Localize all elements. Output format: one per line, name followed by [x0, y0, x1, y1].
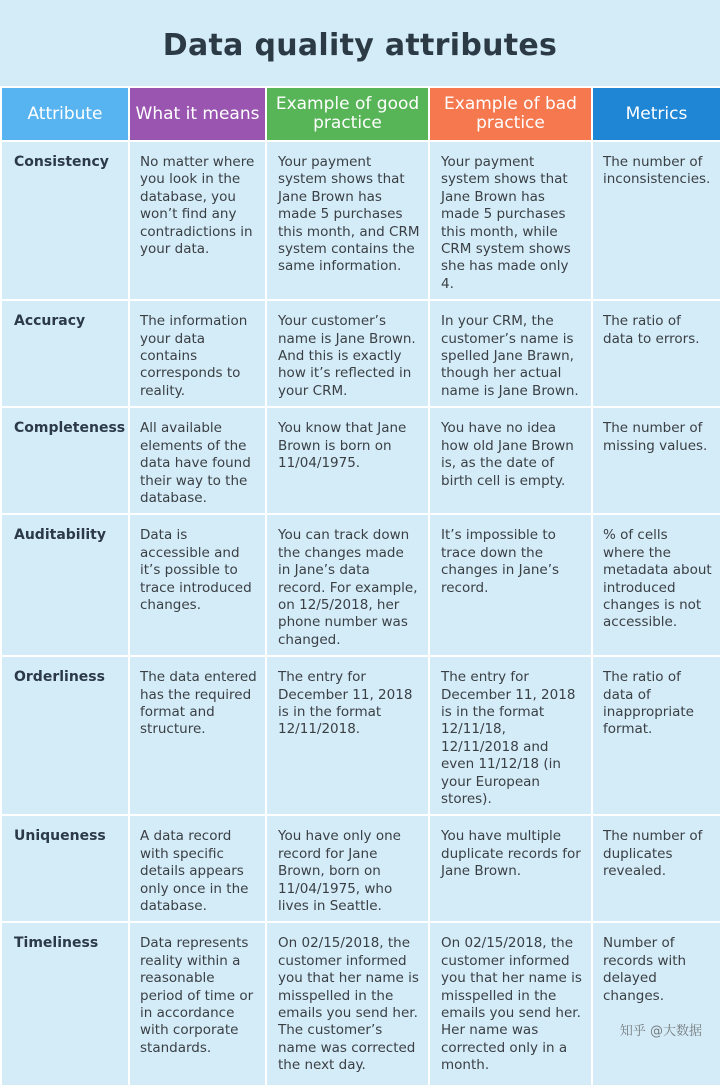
- header-bad-practice: Example of bad practice: [429, 87, 592, 141]
- good-practice-cell: Your customer’s name is Jane Brown. And this is exactly how it’s reflected in your CRM.: [266, 300, 429, 407]
- bad-practice-cell: The entry for December 11, 2018 is in the format 12/11/18, 12/11/2018 and even 11/12/18 (in your European stores).: [429, 656, 592, 815]
- metrics-cell: The number of duplicates revealed.: [592, 815, 721, 922]
- attribute-cell: Auditability: [1, 514, 129, 656]
- bad-practice-cell: You have no idea how old Jane Brown is, as the date of birth cell is empty.: [429, 407, 592, 514]
- good-practice-cell: You have only one record for Jane Brown, born on 11/04/1975, who lives in Seattle.: [266, 815, 429, 922]
- meaning-cell: All available elements of the data have found their way to the database.: [129, 407, 266, 514]
- header-good-practice: Example of good practice: [266, 87, 429, 141]
- table-row: [1, 141, 721, 300]
- bad-practice-cell: On 02/15/2018, the customer informed you that her name is misspelled in the emails you send her. Her name was corrected only in a month.: [429, 922, 592, 1086]
- metrics-cell: The ratio of data of inappropriate format.: [592, 656, 721, 815]
- good-practice-cell: You know that Jane Brown is born on 11/04/1975.: [266, 407, 429, 514]
- meaning-cell: No matter where you look in the database, you won’t find any contradictions in your data.: [129, 141, 266, 300]
- table-row: [1, 922, 721, 1086]
- attribute-cell: Consistency: [1, 141, 129, 300]
- page-title: Data quality attributes: [162, 28, 558, 63]
- attribute-cell: Accuracy: [1, 300, 129, 407]
- meaning-cell: The data entered has the required format and structure.: [129, 656, 266, 815]
- attribute-cell: Timeliness: [1, 922, 129, 1086]
- table-header-row: [1, 87, 721, 141]
- metrics-cell: The number of missing values.: [592, 407, 721, 514]
- meaning-cell: Data represents reality within a reasonable period of time or in accordance with corporate standards.: [129, 922, 266, 1086]
- attribute-cell: Uniqueness: [1, 815, 129, 922]
- metrics-cell: Number of records with delayed changes.: [592, 922, 721, 1086]
- bad-practice-cell: It’s impossible to trace down the changes in Jane’s record.: [429, 514, 592, 656]
- bad-practice-cell: Your payment system shows that Jane Brown has made 5 purchases this month, while CRM system shows she has made only 4.: [429, 141, 592, 300]
- metrics-cell: The number of inconsistencies.: [592, 141, 721, 300]
- good-practice-cell: You can track down the changes made in Jane’s data record. For example, on 12/5/2018, her phone number was changed.: [266, 514, 429, 656]
- good-practice-cell: On 02/15/2018, the customer informed you that her name is misspelled in the emails you send her. The customer’s name was corrected the next day.: [266, 922, 429, 1086]
- good-practice-cell: Your payment system shows that Jane Brown has made 5 purchases this month, and CRM system contains the same information.: [266, 141, 429, 300]
- bad-practice-cell: In your CRM, the customer’s name is spelled Jane Brawn, though her actual name is Jane Brown.: [429, 300, 592, 407]
- attribute-cell: Completeness: [1, 407, 129, 514]
- table-row: [1, 815, 721, 922]
- meaning-cell: Data is accessible and it’s possible to trace introduced changes.: [129, 514, 266, 656]
- meaning-cell: A data record with specific details appears only once in the database.: [129, 815, 266, 922]
- good-practice-cell: The entry for December 11, 2018 is in the format 12/11/2018.: [266, 656, 429, 815]
- watermark: 知乎 @大数据: [619, 1024, 702, 1039]
- header-attribute: Attribute: [1, 87, 129, 141]
- bad-practice-cell: You have multiple duplicate records for Jane Brown.: [429, 815, 592, 922]
- table-row: [1, 407, 721, 514]
- metrics-cell: % of cells where the metadata about introduced changes is not accessible.: [592, 514, 721, 656]
- header-metrics: Metrics: [592, 87, 721, 141]
- header-what-it-means: What it means: [129, 87, 266, 141]
- table-row: [1, 514, 721, 656]
- metrics-cell: The ratio of data to errors.: [592, 300, 721, 407]
- table-row: [1, 656, 721, 815]
- data-quality-table: [0, 86, 722, 1087]
- attribute-cell: Orderliness: [1, 656, 129, 815]
- table-row: [1, 300, 721, 407]
- meaning-cell: The information your data contains corresponds to reality.: [129, 300, 266, 407]
